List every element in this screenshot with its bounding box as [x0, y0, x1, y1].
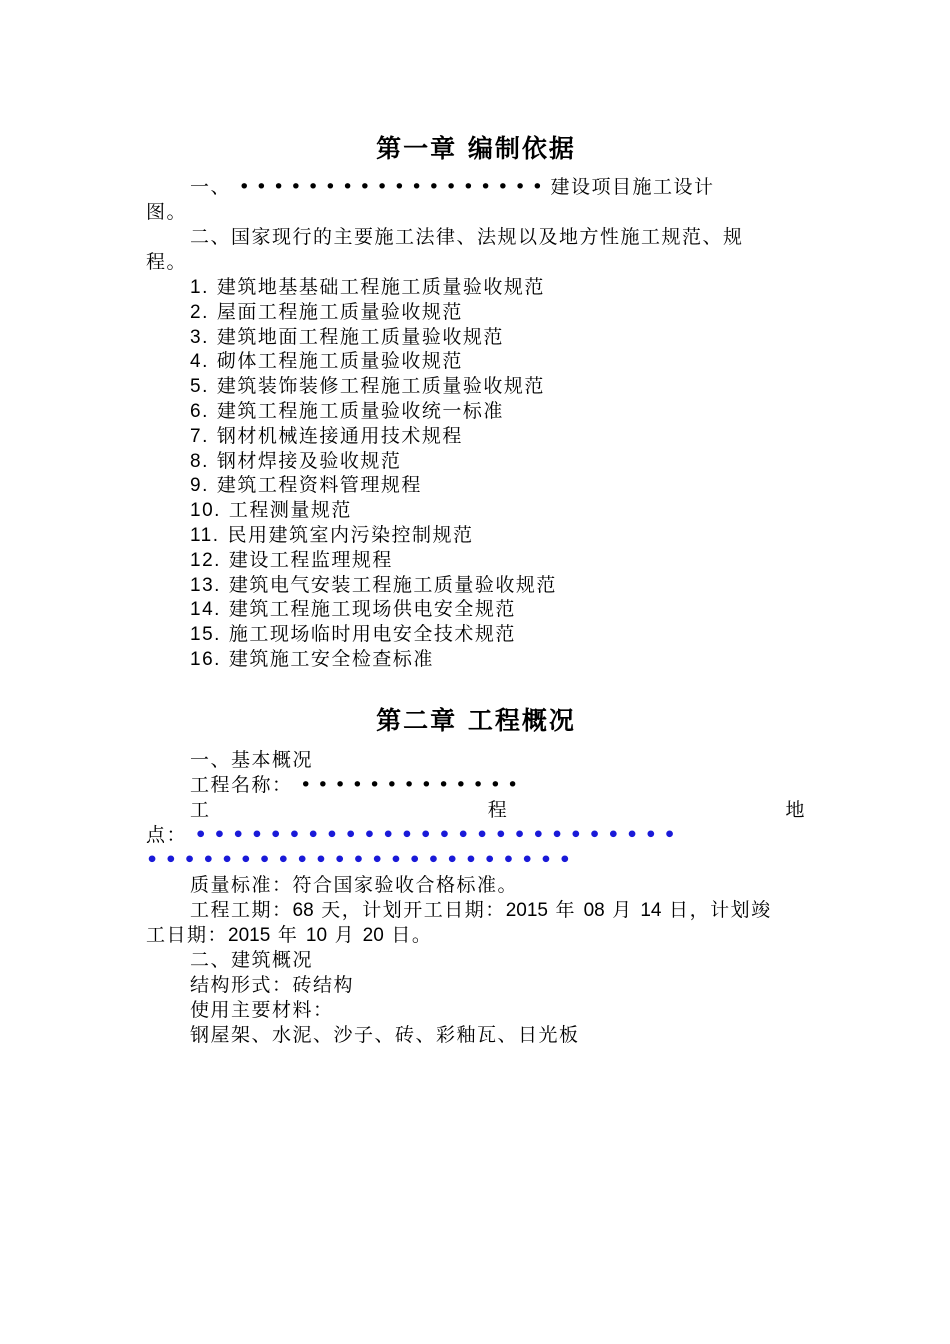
schedule-line-1: [190, 898, 806, 923]
standard-title: 建筑地基基础工程施工质量验收规范: [216, 276, 545, 298]
duration-days: 68: [292, 900, 314, 921]
quality-standard: 质量标准：符合国家验收合格标准。: [190, 874, 519, 896]
standard-item: [190, 597, 850, 622]
standard-number: 6.: [190, 401, 209, 422]
standard-title: 屋面工程施工质量验收规范: [216, 300, 463, 323]
end-year: 2015: [228, 925, 271, 946]
basis-item-1-text: 建设项目施工设计: [550, 176, 715, 198]
standard-item: [190, 349, 850, 374]
chapter-1-title: 第一章 编制依据: [376, 134, 576, 163]
standard-title: 工程测量规范: [228, 499, 352, 522]
start-year: 2015: [505, 900, 548, 921]
standard-item: [190, 498, 850, 523]
standard-number: 9.: [190, 475, 209, 497]
basis-item-2: 二、国家现行的主要施工法律、法规以及地方性施工规范、规: [190, 226, 744, 248]
project-location-cont-2: [146, 848, 806, 872]
standard-title: 建设工程监理规程: [228, 548, 393, 571]
location-label-end: 点：: [146, 824, 188, 846]
redacted-dots: • • • • • • • • • • • • • • • • • •: [238, 176, 543, 198]
start-month: 08: [583, 900, 605, 921]
project-location-cont: [146, 823, 806, 847]
standard-title: 建筑装饰装修工程施工质量验收规范: [216, 375, 545, 398]
location-char-1: 工: [190, 799, 211, 821]
standard-number: 10.: [190, 500, 221, 522]
end-suffix: 日。: [391, 924, 433, 946]
standard-item: [190, 424, 850, 449]
standard-number: 11.: [190, 525, 220, 546]
standard-title: 钢材焊接及验收规范: [216, 449, 402, 472]
month-char: 月: [334, 924, 356, 946]
standard-title: 建筑施工安全检查标准: [228, 648, 434, 670]
standard-title: 建筑电气安装工程施工质量验收规范: [228, 573, 557, 596]
end-month: 10: [305, 925, 328, 946]
location-char-2: 程: [487, 799, 509, 821]
basic-overview-heading: 一、基本概况: [190, 749, 314, 771]
project-name-label: 工程名称：: [190, 774, 293, 796]
standard-item: [190, 647, 850, 672]
standard-number: 5.: [190, 376, 209, 398]
end-date-label-cont: 工日期：: [146, 924, 229, 946]
chapter-2-title: 第二章 工程概况: [376, 706, 576, 735]
standard-title: 建筑工程资料管理规程: [216, 474, 422, 497]
end-date-label: ，计划竣: [689, 899, 772, 921]
standard-title: 砌体工程施工质量验收规范: [216, 350, 463, 373]
standard-title: 民用建筑室内污染控制规范: [227, 524, 474, 546]
start-date-label: 天，计划开工日期：: [321, 899, 506, 921]
materials-list: 钢屋架、水泥、沙子、砖、彩釉瓦、日光板: [190, 1024, 580, 1046]
project-name-row: [190, 773, 850, 797]
standard-item: [190, 374, 850, 399]
standard-number: 2.: [190, 301, 209, 323]
standard-number: 12.: [190, 549, 221, 571]
standard-title: 建筑工程施工现场供电安全规范: [228, 598, 516, 621]
schedule-line-2: [146, 923, 806, 948]
standard-number: 16.: [190, 649, 221, 670]
schedule-label: 工程工期：: [190, 899, 293, 921]
standard-number: 8.: [190, 450, 209, 472]
standard-item: [190, 473, 850, 498]
year-char: 年: [555, 899, 577, 921]
standard-number: 7.: [190, 425, 209, 447]
standard-item: [190, 622, 850, 647]
standard-number: 15.: [190, 624, 221, 646]
standard-title: 建筑地面工程施工质量验收规范: [216, 325, 504, 348]
standard-title: 钢材机械连接通用技术规程: [216, 424, 463, 447]
basis-item-1: [190, 175, 850, 199]
year-char: 年: [277, 924, 299, 946]
standard-item: [190, 449, 850, 474]
structure-type: 结构形式：砖结构: [190, 974, 355, 996]
project-location-redacted: • • • • • • • • • • • • • • • • • • • • • • • • • •: [194, 824, 676, 846]
standard-number: 1.: [190, 277, 209, 298]
basis-item-1-prefix: 一、: [190, 176, 232, 198]
start-day: 14: [640, 900, 662, 921]
standard-item: [190, 399, 850, 424]
standard-item: [190, 300, 850, 325]
end-day: 20: [362, 925, 384, 946]
basis-item-2-continuation: 程。: [146, 251, 188, 273]
day-char: 日: [669, 899, 690, 921]
standard-title: 施工现场临时用电安全技术规范: [228, 623, 516, 646]
standard-number: 14.: [190, 599, 221, 621]
standard-item: [190, 573, 850, 598]
standard-title: 建筑工程施工质量验收统一标准: [216, 400, 504, 422]
project-location-row: [190, 798, 806, 822]
month-char: 月: [612, 899, 633, 921]
basis-item-1-continuation: 图。: [146, 201, 188, 223]
standard-item: [190, 275, 850, 300]
standard-item: [190, 325, 850, 350]
standard-number: 4.: [190, 351, 209, 373]
standard-item: [190, 523, 850, 548]
building-overview-heading: 二、建筑概况: [190, 949, 314, 971]
standard-number: 3.: [190, 326, 209, 348]
project-name-redacted: • • • • • • • • • • • • •: [300, 774, 519, 796]
materials-label: 使用主要材料：: [190, 999, 334, 1021]
project-location-redacted-2: • • • • • • • • • • • • • • • • • • • • • • •: [146, 849, 571, 871]
standard-item: [190, 548, 850, 573]
location-char-3: 地: [785, 799, 806, 821]
standard-number: 13.: [190, 574, 221, 596]
